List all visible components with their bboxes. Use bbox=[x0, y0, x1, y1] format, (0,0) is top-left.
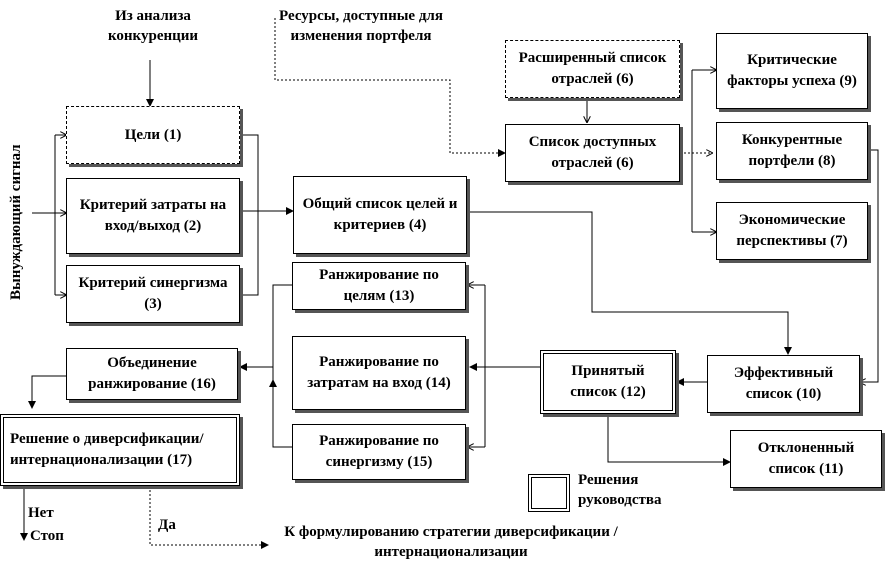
forcing-signal-label: Вынуждающий сигнал bbox=[8, 144, 24, 300]
critical-factors-box: Критические факторы успеха (9) bbox=[716, 33, 868, 109]
goals-box: Цели (1) bbox=[66, 106, 240, 164]
combined-ranking-box: Объединение ранжирование (16) bbox=[66, 348, 238, 400]
legend-swatch bbox=[528, 474, 570, 512]
synergy-criterion-box: Критерий синергизма (3) bbox=[66, 265, 240, 323]
yes-label: Да bbox=[158, 517, 176, 533]
competitive-portfolios-box: Конкурентные портфели (8) bbox=[716, 122, 868, 180]
rejected-list-box: Отклоненный список (11) bbox=[730, 430, 882, 488]
no-label: Нет bbox=[28, 505, 54, 521]
legend-label: Решения руководства bbox=[578, 472, 662, 508]
competition-label: Из анализа конкуренции bbox=[107, 8, 199, 44]
general-list-box: Общий список целей и критериев (4) bbox=[293, 176, 467, 254]
economic-prospects-box: Экономические перспективы (7) bbox=[716, 202, 868, 260]
rank-costs-box: Ранжирование по затратам на вход (14) bbox=[292, 336, 466, 410]
resources-label: Ресурсы, доступные для изменения портфеля bbox=[279, 8, 443, 44]
cost-criterion-box: Критерий затраты на вход/выход (2) bbox=[66, 178, 240, 254]
decision-box: Решение о диверсификации/ интернационализации (17) bbox=[0, 414, 240, 486]
effective-list-box: Эффективный список (10) bbox=[707, 355, 860, 413]
rank-synergy-box: Ранжирование по синергизму (15) bbox=[292, 424, 466, 480]
stop-label: Стоп bbox=[30, 528, 64, 544]
available-list-box: Список доступных отраслей (6) bbox=[505, 124, 680, 182]
rank-goals-box: Ранжирование по целям (13) bbox=[292, 262, 466, 310]
extended-list-box: Расширенный список отраслей (6) bbox=[505, 40, 680, 98]
to-strategy-label: К формулированию стратегии диверсификации / интернационализации bbox=[284, 524, 618, 560]
accepted-list-box: Принятый список (12) bbox=[540, 350, 676, 414]
